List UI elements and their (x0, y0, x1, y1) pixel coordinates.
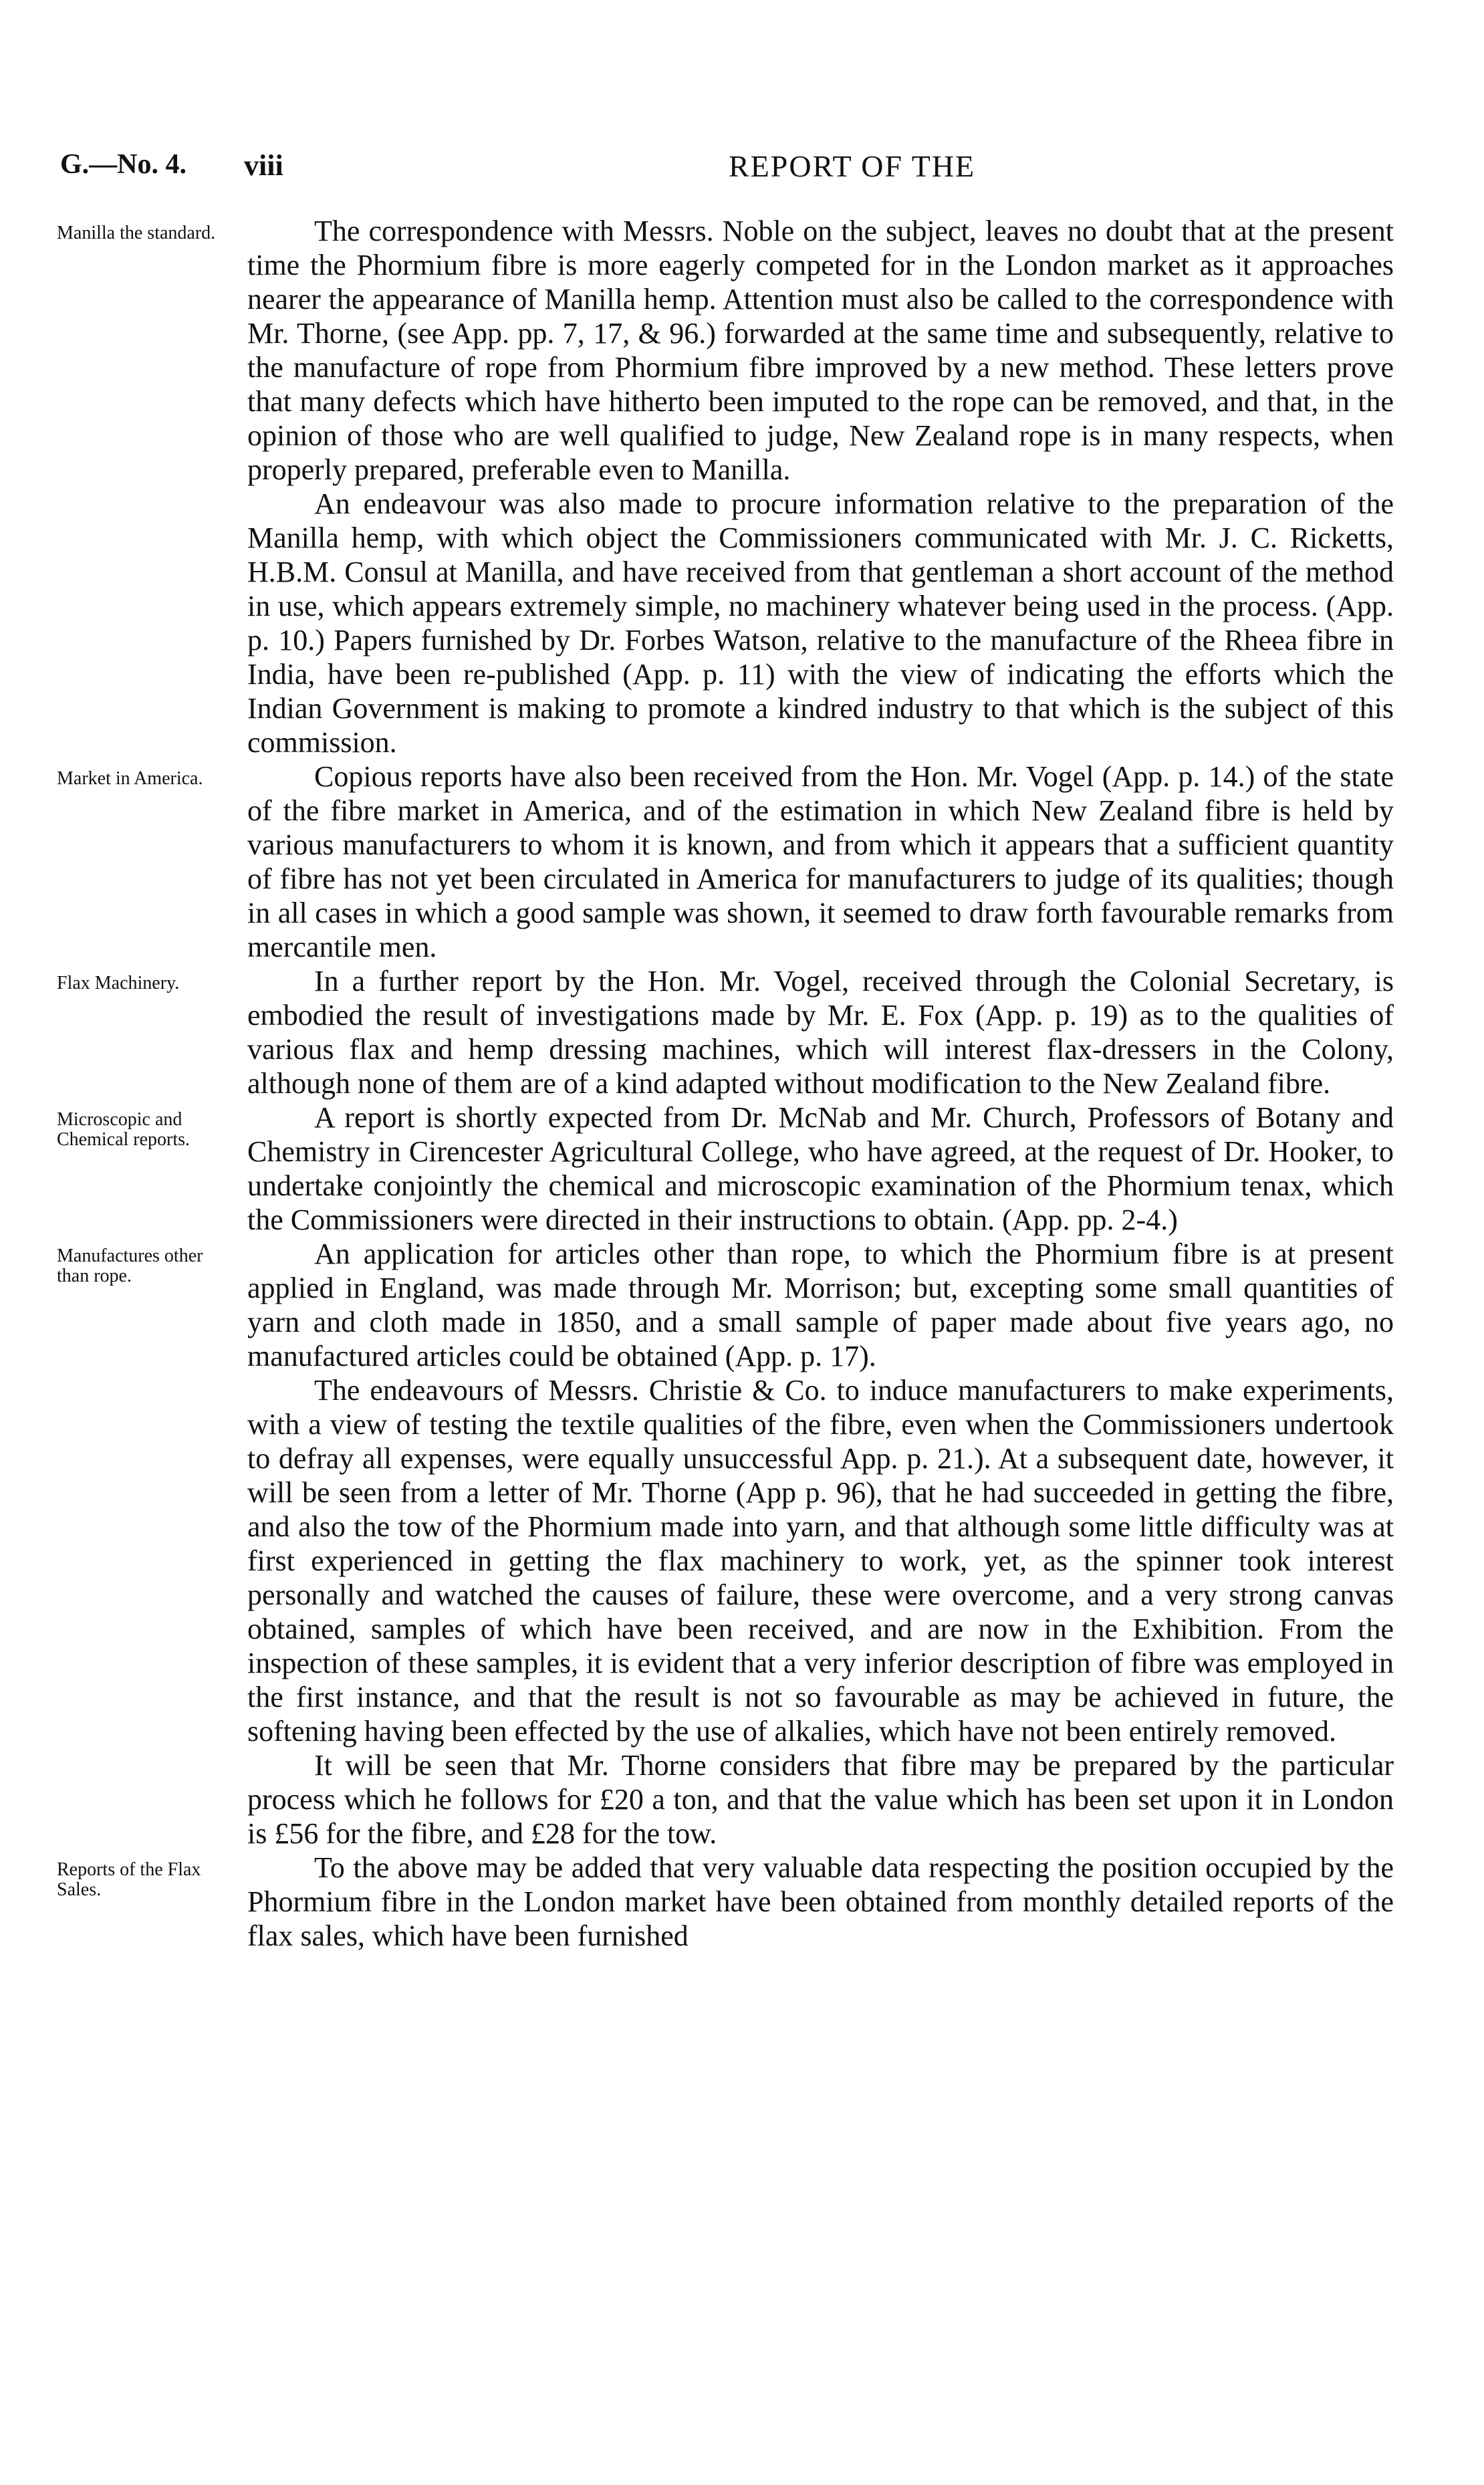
paragraph (57, 1851, 1394, 1953)
margin-note: Microscopic and Chemical reports. (57, 1109, 191, 1150)
paragraph (57, 759, 1394, 964)
paragraph (247, 1748, 1394, 1851)
running-title: REPORT OF THE (729, 149, 976, 183)
margin-note: Manufactures other than rope. (57, 1246, 203, 1286)
page-header (60, 148, 1397, 189)
margin-note: Flax Machinery. (57, 973, 180, 993)
paragraph-text: The correspondence with Messrs. Noble on the subject, leaves no doubt that at the present time the Phormium fibre is more eagerly competed for in the London market as it approaches nearer the appearance of Manilla hemp. Attention must also be called to the correspondence with Mr. Thorne, (see App. pp. 7, 17, & 96.) forwarded at the same time and subsequently, relative to the manufacture of rope from Phormium fibre improved by a new method. These letters prove that many defects which have hitherto been imputed to the rope can be removed, and that, in the opinion of those who are well qualified to judge, New Zealand rope is in many respects, when properly prepared, preferable even to Manilla. (247, 215, 1394, 486)
paragraph (57, 964, 1394, 1100)
paragraph-text: Copious reports have also been received from the Hon. Mr. Vogel (App. p. 14.) of the state of the fibre market in America, and of the estimation in which New Zealand fibre is held by various manufacturers to whom it is known, and from which it appears that a sufficient quantity of fibre has not yet been circulated in America for manufacturers to judge of its qualities; though in all cases in which a good sample was shown, it seemed to draw forth favourable remarks from mercantile men. (247, 760, 1394, 963)
paragraph-text: The endeavours of Messrs. Christie & Co. to induce manufacturers to make experiments, with a view of testing the textile qualities of the fibre, even when the Commissioners undertook to defray all expenses, were equally unsuccessful App. p. 21.). At a subsequent date, however, it will be seen from a letter of Mr. Thorne (App p. 96), that he had succeeded in getting the fibre, and also the tow of the Phormium made into yarn, and that although some little difficulty was at first experienced in getting the flax machinery to work, yet, as the spinner took interest personally and watched the causes of failure, these were overcome, and a very strong canvas obtained, samples of which have been received, and are now in the Exhibition. From the inspection of these samples, it is evident that a very inferior description of fibre was employed in the first instance, and that the result is not so favourable as may be achieved in future, the softening having been effected by the use of alkalies, which have not been entirely removed. (247, 1374, 1394, 1748)
paragraph-text: An application for articles other than rope, to which the Phormium fibre is at present applied in England, was made through Mr. Morrison; but, excepting some small quantities of yarn and cloth made in 1850, and a small sample of paper made about five years ago, no manufactured articles could be obtained (App. p. 17). (247, 1237, 1394, 1373)
margin-note: Market in America. (57, 768, 203, 789)
paragraph (247, 487, 1394, 759)
paragraph-text: It will be seen that Mr. Thorne considers that fibre may be prepared by the particular process which he follows for £20 a ton, and that the value which has been set upon it in London is £56 for the fibre, and £28 for the tow. (247, 1749, 1394, 1850)
paragraph-text: To the above may be added that very valuable data respecting the position occupied by the Phormium fibre in the London market have been obtained from monthly detailed reports of the flax sales, which have been furnished (247, 1851, 1394, 1952)
paragraph-text: In a further report by the Hon. Mr. Vogel, received through the Colonial Secretary, is embodied the result of investigations made by Mr. E. Fox (App. p. 19) as to the qualities of various flax and hemp dressing machines, which will interest flax-dressers in the Colony, although none of them are of a kind adapted without modification to the New Zealand fibre. (247, 965, 1394, 1100)
paragraph (247, 1373, 1394, 1748)
paragraph-text: An endeavour was also made to procure information relative to the preparation of the Manilla hemp, with which object the Commissioners communicated with Mr. J. C. Ricketts, H.B.M. Consul at Manilla, and have received from that gentleman a short account of the method in use, which appears extremely simple, no machinery whatever being used in the process. (App. p. 10.) Papers furnished by Dr. Forbes Watson, relative to the manufacture of the Rheea fibre in India, have been re-published (App. p. 11) with the view of indicating the efforts which the Indian Government is making to promote a kindred industry to that which is the subject of this commission. (247, 487, 1394, 759)
report-body (0, 214, 1484, 1953)
document-reference: G.—No. 4. (60, 149, 187, 180)
paragraph (57, 214, 1394, 487)
page-number: viii (244, 149, 283, 182)
paragraph-text: A report is shortly expected from Dr. McNab and Mr. Church, Professors of Botany and Chemistry in Cirencester Agricultural College, who have agreed, at the request of Dr. Hooker, to undertake conjointly the chemical and microscopic examination of the Phormium tenax, which the Commissioners were directed in their instructions to obtain. (App. pp. 2-4.) (247, 1101, 1394, 1236)
margin-note: Manilla the standard. (57, 223, 216, 243)
paragraph (57, 1237, 1394, 1373)
paragraph (57, 1100, 1394, 1237)
margin-note: Reports of the Flax Sales. (57, 1859, 201, 1900)
